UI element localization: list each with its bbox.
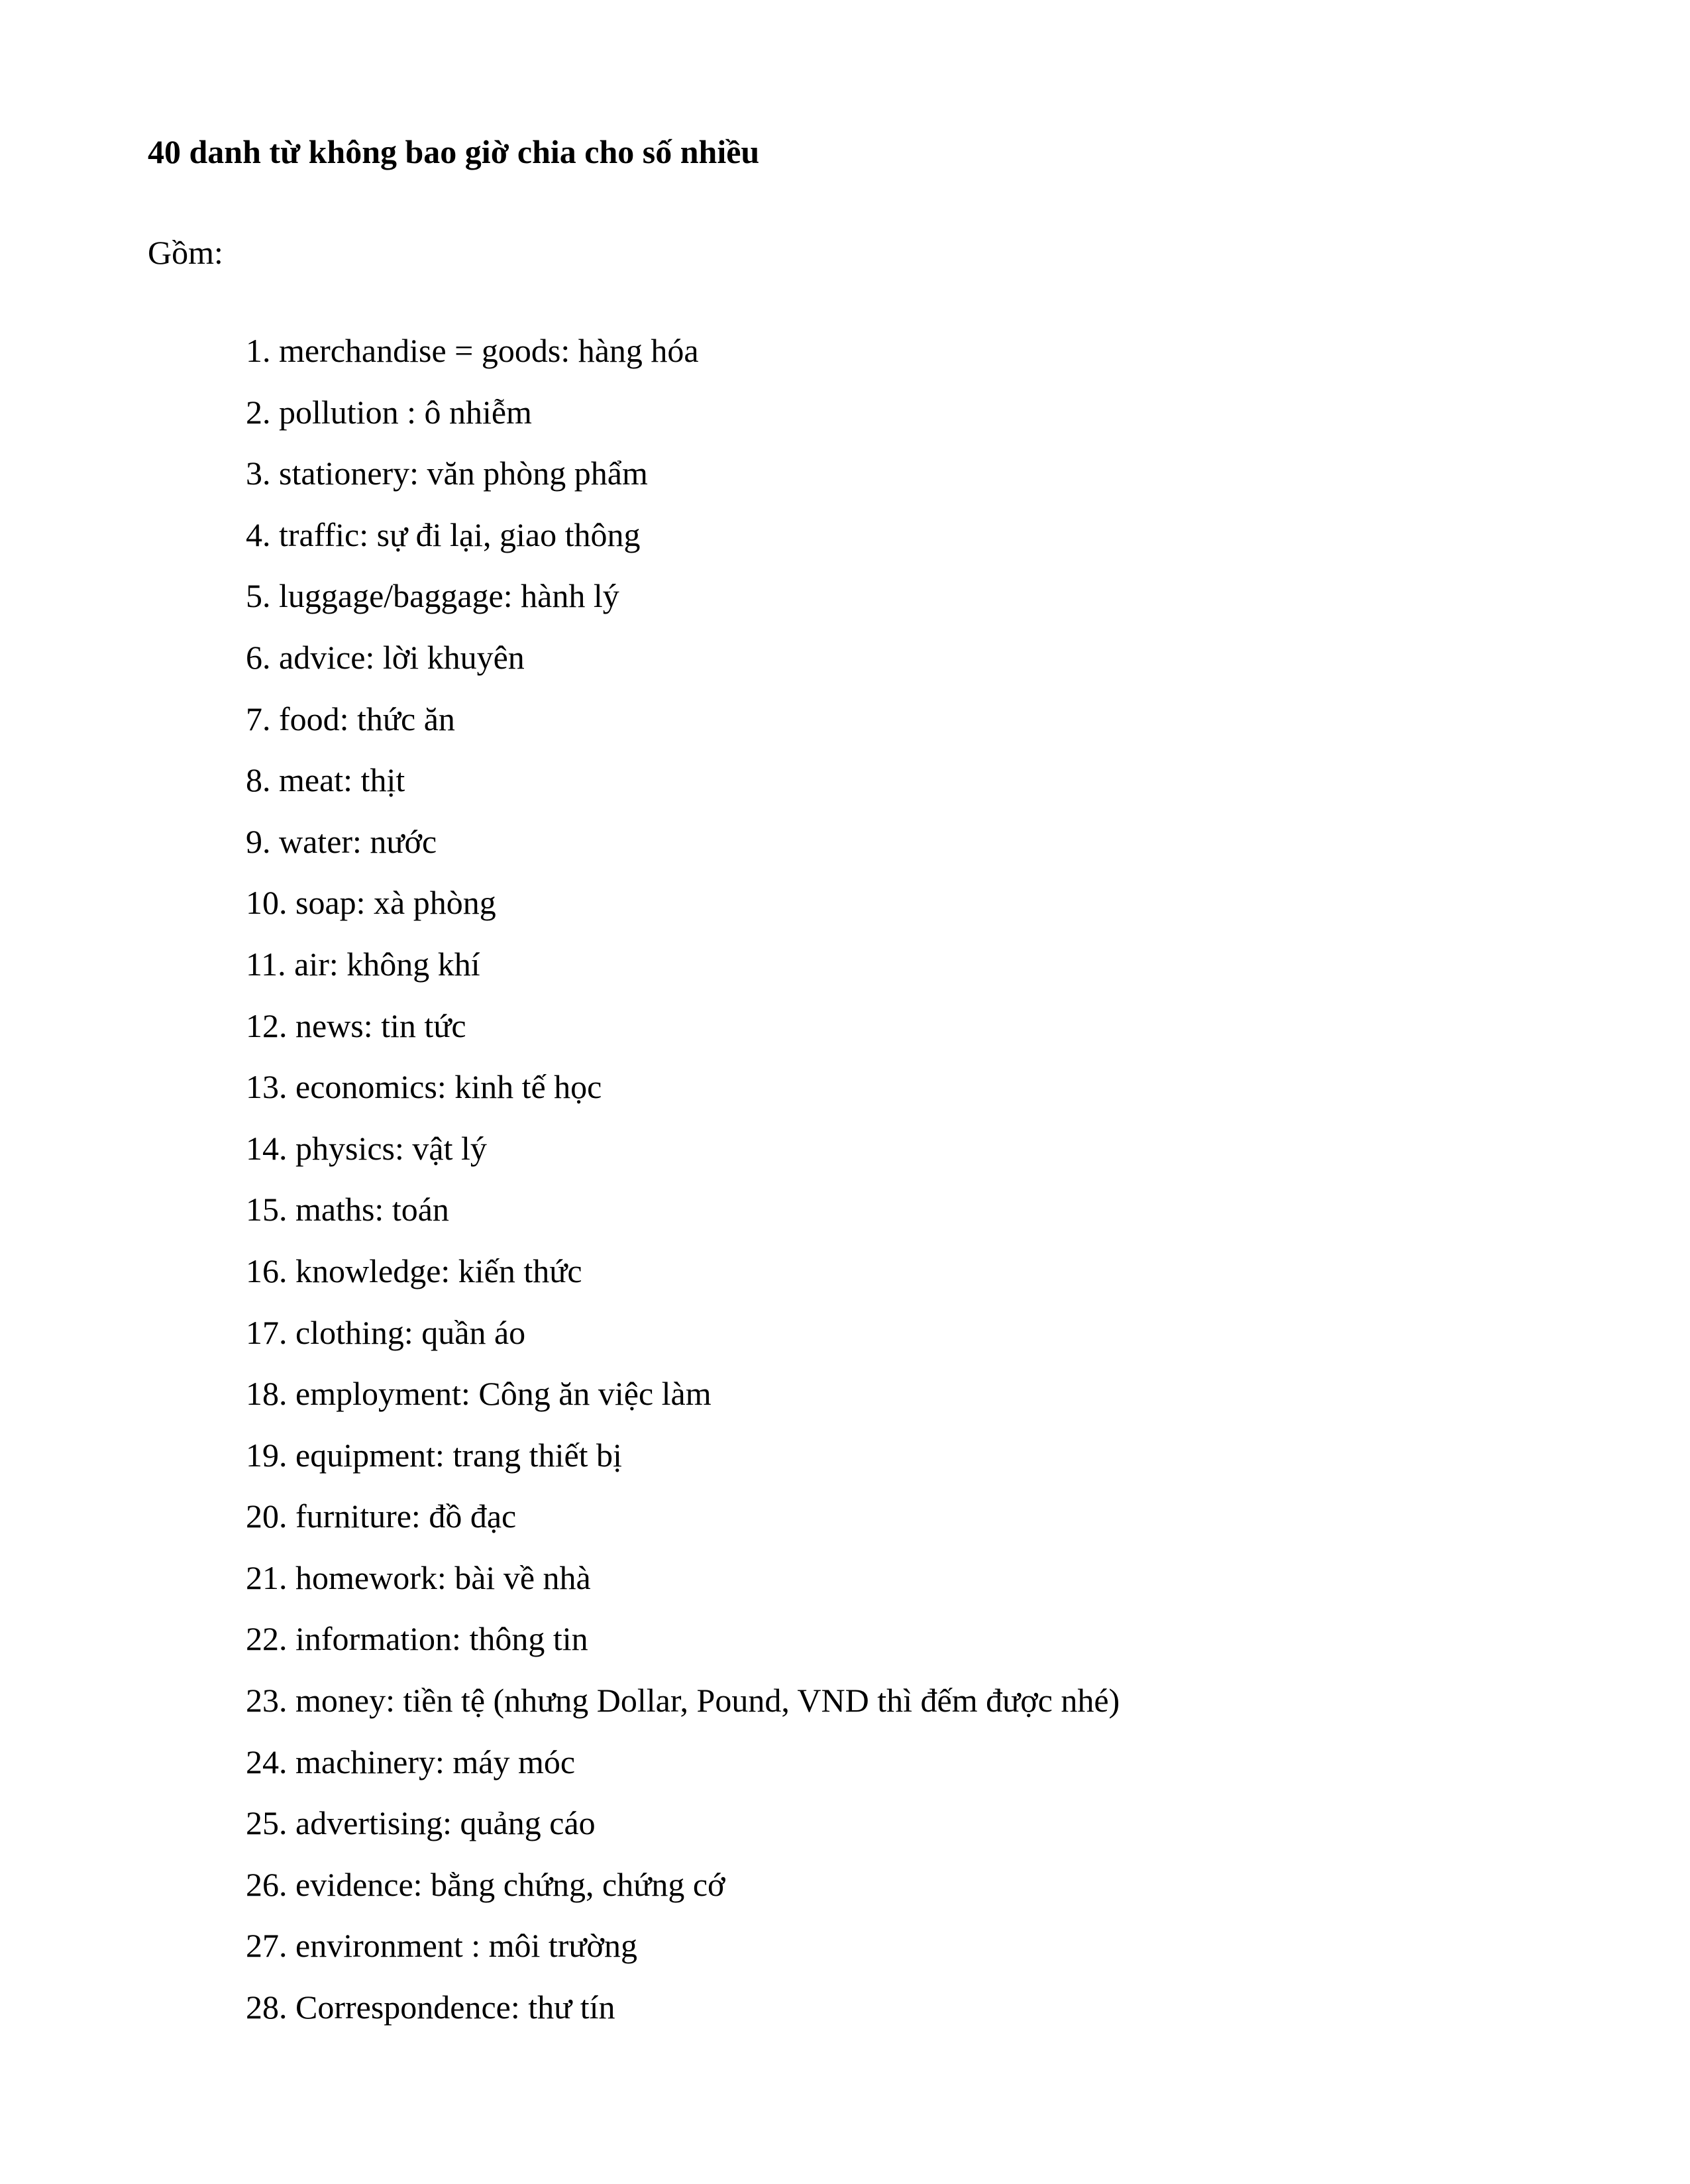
list-item: 25. advertising: quảng cáo bbox=[246, 1804, 596, 1842]
list-item: 16. knowledge: kiến thức bbox=[246, 1252, 582, 1289]
list-item: 15. maths: toán bbox=[246, 1191, 449, 1228]
list-item: 11. air: không khí bbox=[246, 945, 480, 983]
document-title: 40 danh từ không bao giờ chia cho số nhiều bbox=[148, 133, 760, 170]
list-item: 7. food: thức ăn bbox=[246, 700, 455, 737]
list-item: 10. soap: xà phòng bbox=[246, 884, 496, 922]
intro-text: Gồm: bbox=[148, 234, 223, 271]
list-item: 9. water: nước bbox=[246, 822, 437, 860]
list-item: 18. employment: Công ăn việc làm bbox=[246, 1375, 712, 1413]
list-item: 6. advice: lời khuyên bbox=[246, 638, 525, 676]
list-item: 26. evidence: bằng chứng, chứng cớ bbox=[246, 1865, 725, 1903]
list-item: 19. equipment: trang thiết bị bbox=[246, 1436, 622, 1474]
list-item: 24. machinery: máy móc bbox=[246, 1743, 576, 1780]
list-item: 3. stationery: văn phòng phẩm bbox=[246, 455, 648, 492]
noun-list bbox=[246, 320, 1120, 2038]
list-item: 5. luggage/baggage: hành lý bbox=[246, 577, 619, 615]
list-item: 2. pollution : ô nhiễm bbox=[246, 393, 532, 431]
list-item: 21. homework: bài về nhà bbox=[246, 1558, 591, 1596]
list-item: 27. environment : môi trường bbox=[246, 1927, 637, 1965]
list-item: 28. Correspondence: thư tín bbox=[246, 1989, 615, 2026]
list-item: 17. clothing: quần áo bbox=[246, 1313, 526, 1351]
list-item: 4. traffic: sự đi lại, giao thông bbox=[246, 516, 641, 553]
list-item: 20. furniture: đồ đạc bbox=[246, 1498, 517, 1535]
list-item: 13. economics: kinh tế học bbox=[246, 1068, 602, 1106]
list-item: 8. meat: thịt bbox=[246, 761, 405, 799]
list-item: 1. merchandise = goods: hàng hóa bbox=[246, 332, 699, 369]
list-item: 22. information: thông tin bbox=[246, 1620, 588, 1658]
list-item: 14. physics: vật lý bbox=[246, 1129, 487, 1167]
list-item: 23. money: tiền tệ (nhưng Dollar, Pound, VND thì đếm được nhé) bbox=[246, 1682, 1120, 1720]
list-item: 12. news: tin tức bbox=[246, 1007, 466, 1044]
